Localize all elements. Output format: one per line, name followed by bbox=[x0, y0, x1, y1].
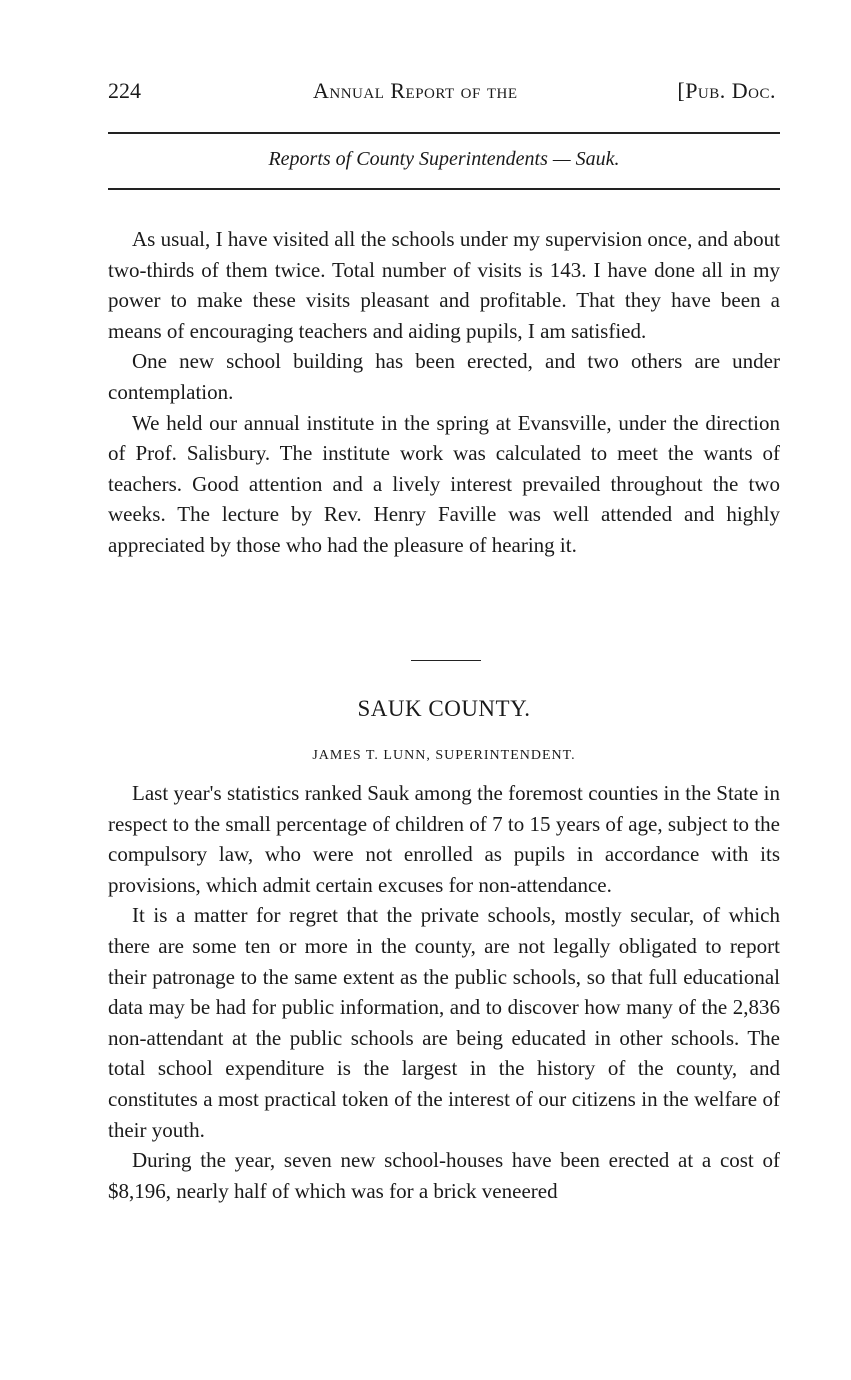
sauk-report-text bbox=[108, 778, 780, 1206]
header-rule-bottom bbox=[108, 188, 780, 190]
paragraph: During the year, seven new school-houses have been erected at a cost of $8,196, nearly half of which was for a brick veneered bbox=[108, 1148, 780, 1203]
paragraph: Last year's statistics ranked Sauk among the foremost counties in the State in respect to the small percentage of children of 7 to 15 years of age, subject to the compulsory law, who were not enrolled as pupils in accordance with its provisions, which admit certain excuses for non-attendance. bbox=[108, 781, 780, 897]
running-head bbox=[108, 78, 780, 108]
paragraph: One new school building has been erected, and two others are under contemplation. bbox=[108, 349, 780, 404]
county-title: SAUK COUNTY. bbox=[357, 696, 531, 721]
paragraph: As usual, I have visited all the schools under my supervision once, and about two-thirds of them twice. Total number of visits is 143. I have done all in my power to make these visits pleasant and profitable. That they have been a means of encouraging teachers and aiding pupils, I am satisfied. bbox=[108, 227, 780, 343]
previous-report-text bbox=[108, 224, 780, 561]
superintendent-name: JAMES T. LUNN, SUPERINTENDENT. bbox=[312, 748, 576, 763]
section-divider bbox=[411, 660, 481, 661]
running-head-doc: [Pub. Doc. bbox=[677, 78, 776, 103]
section-head: Reports of County Superintendents — Sauk. bbox=[268, 148, 620, 170]
header-rule-top bbox=[108, 132, 780, 134]
page-number: 224 bbox=[108, 78, 141, 103]
paragraph: It is a matter for regret that the private schools, mostly secular, of which there are some ten or more in the county, are not legally obligated to report their patronage to the same extent as the public schools, so that full educational data may be had for public information, and to discover how many of the 2,836 non-attendant at the public schools are being educated in other schools. The total school expenditure is the largest in the history of the county, and constitutes a most practical token of the interest of our citizens in the welfare of their youth. bbox=[108, 903, 780, 1142]
paragraph: We held our annual institute in the spring at Evansville, under the direction of Prof. Salisbury. The institute work was calculated to meet the wants of teachers. Good attention and a lively interest prevailed throughout the two weeks. The lecture by Rev. Henry Faville was well attended and highly appreciated by those who had the pleasure of hearing it. bbox=[108, 410, 780, 557]
running-head-title: Annual Report of the bbox=[313, 78, 518, 103]
